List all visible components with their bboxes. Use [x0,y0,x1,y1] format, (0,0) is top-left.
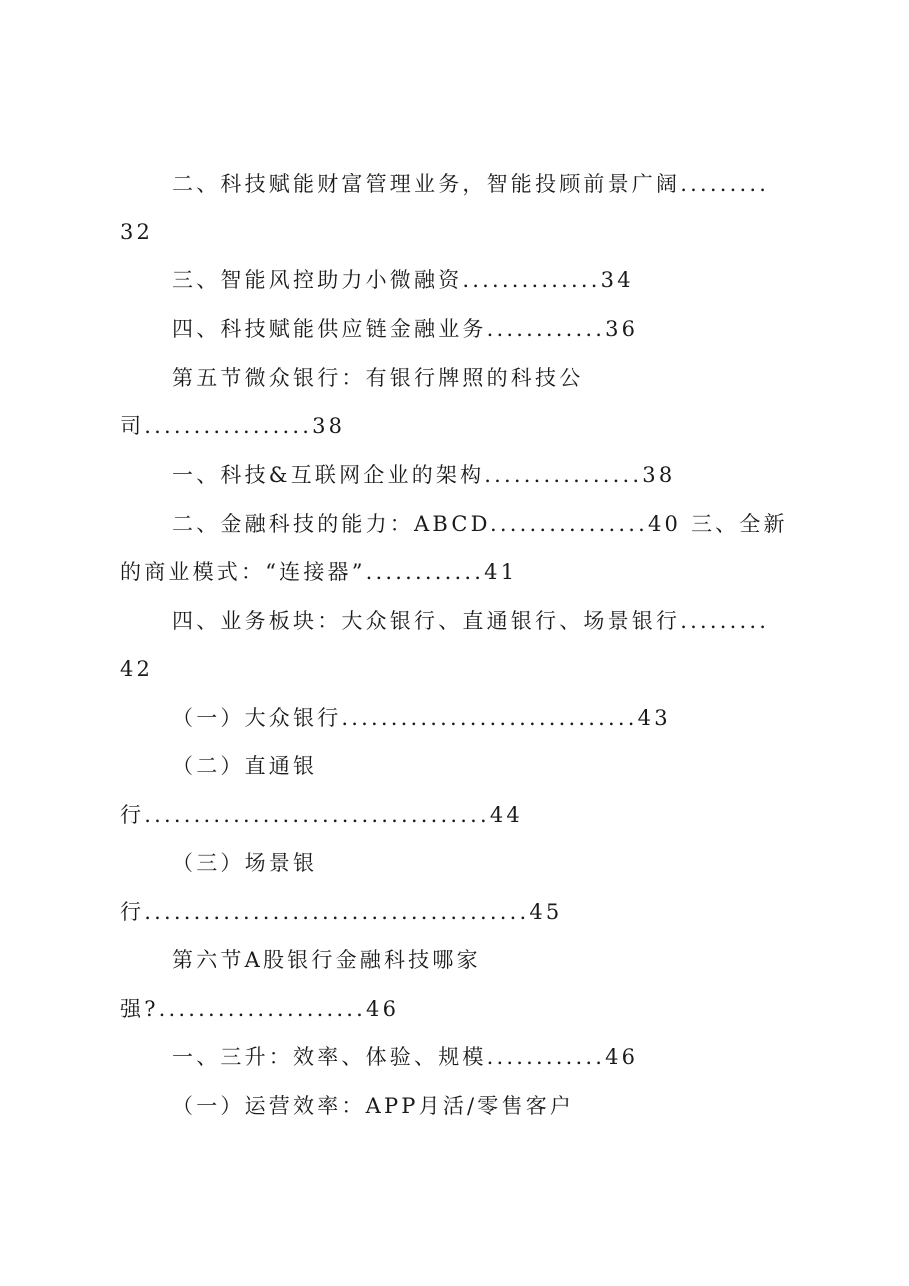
toc-entry: 四、科技赋能供应链金融业务............36 [172,317,639,341]
toc-entry: （一）大众银行..............................43 [172,706,671,730]
toc-entry: 第五节微众银行：有银行牌照的科技公 [172,366,584,390]
toc-entry-continuation: 行...................................44 [120,803,523,827]
toc-entry: 一、三升：效率、体验、规模............46 [172,1045,639,1069]
toc-entry: （一）运营效率：APP月活/零售客户 [172,1094,575,1118]
toc-entry: 二、科技赋能财富管理业务，智能投顾前景广阔......... [172,172,770,196]
toc-entry-continuation: 行.......................................45 [120,900,563,924]
toc-entry-page-number: 32 [120,220,154,244]
toc-entry-continuation: 强?.....................46 [120,997,400,1021]
toc-entry: 第六节A股银行金融科技哪家 [172,948,481,972]
toc-entry: 一、科技&互联网企业的架构................38 [172,463,676,487]
toc-entry: 二、金融科技的能力：ABCD................40 三、全新 [172,512,788,536]
toc-entry: 四、业务板块：大众银行、直通银行、场景银行......... [172,609,770,633]
toc-entry-continuation: 的商业模式：“连接器”............41 [120,560,518,584]
toc-entry: （二）直通银 [172,754,318,778]
toc-entry-page-number: 42 [120,657,154,681]
toc-entry-continuation: 司.................38 [120,414,346,438]
toc-entry: （三）场景银 [172,851,318,875]
toc-entry: 三、智能风控助力小微融资..............34 [172,268,634,292]
